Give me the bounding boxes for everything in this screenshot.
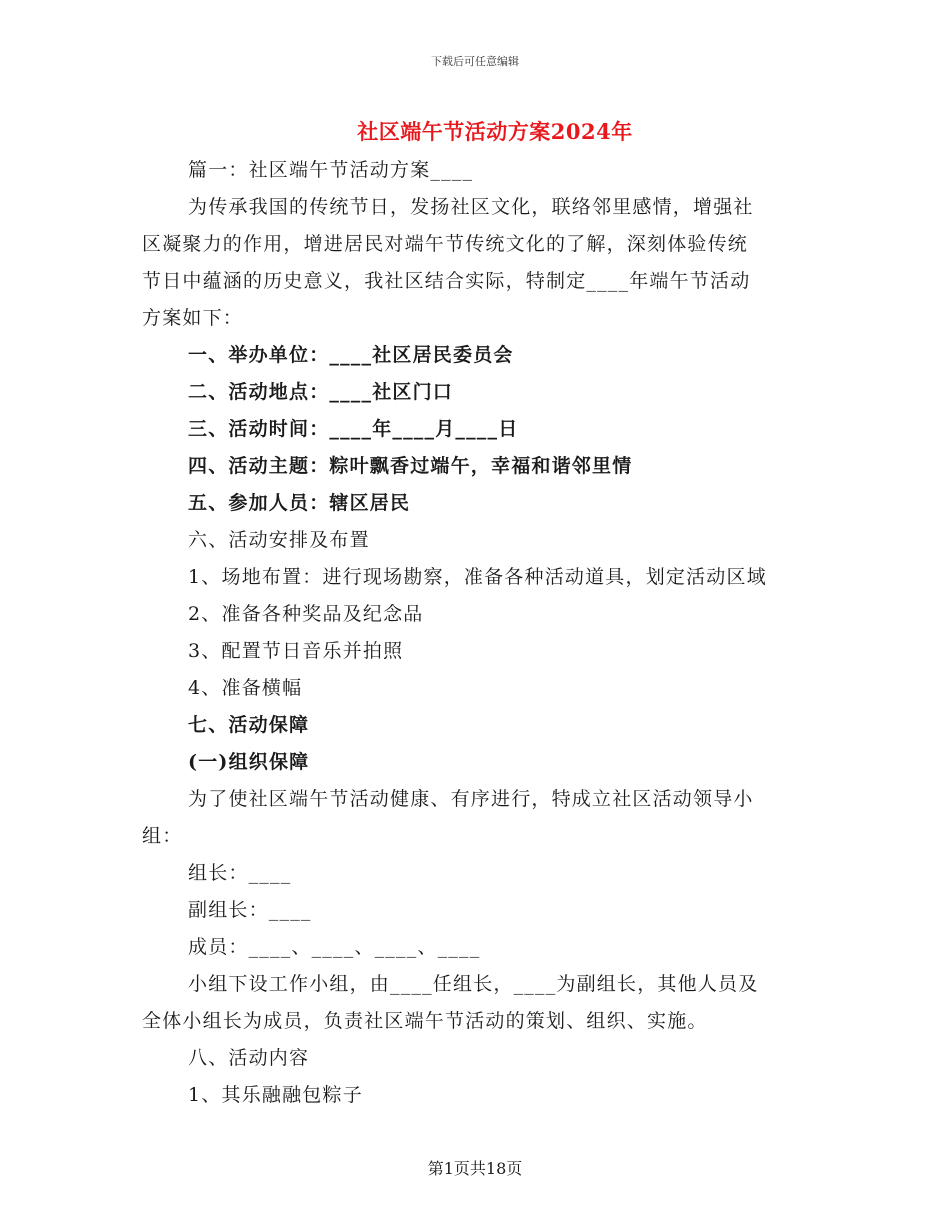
text-line: 六、活动安排及布置 [188, 529, 370, 551]
text-line: 四、活动主题：粽叶飘香过端午，幸福和谐邻里情 [188, 455, 633, 477]
text-line: 全体小组长为成员，负责社区端午节活动的策划、组织、实施。 [142, 1010, 708, 1032]
text-line: 3、配置节日音乐并拍照 [188, 640, 404, 662]
text-line: (一)组织保障 [188, 751, 310, 773]
text-line: 篇一：社区端午节活动方案____ [188, 159, 474, 181]
text-line: 节日中蕴涵的历史意义，我社区结合实际，特制定____年端午节活动 [142, 270, 751, 292]
document-body [142, 152, 812, 1114]
text-line: 4、准备横幅 [188, 677, 303, 699]
text-line: 组长：____ [188, 862, 292, 884]
text-line: 一、举办单位：____社区居民委员会 [188, 344, 514, 366]
text-line: 三、活动时间：____年____月____日 [188, 418, 519, 440]
text-line: 八、活动内容 [188, 1047, 310, 1069]
page-footer: 第1页共18页 [427, 1159, 523, 1178]
text-line: 为了使社区端午节活动健康、有序进行，特成立社区活动领导小 [188, 788, 754, 810]
text-line: 区凝聚力的作用，增进居民对端午节传统文化的了解，深刻体验传统 [142, 233, 749, 255]
text-line: 方案如下： [142, 307, 244, 329]
text-line: 七、活动保障 [188, 714, 310, 736]
header-note: 下载后可任意编辑 [431, 55, 519, 68]
text-line: 为传承我国的传统节日，发扬社区文化，联络邻里感情，增强社 [188, 196, 754, 218]
text-line: 五、参加人员：辖区居民 [188, 492, 411, 514]
text-line: 小组下设工作小组，由____任组长，____为副组长，其他人员及 [188, 973, 759, 995]
text-line: 二、活动地点：____社区门口 [188, 381, 454, 403]
text-line: 副组长：____ [188, 899, 312, 921]
text-line: 1、其乐融融包粽子 [188, 1084, 363, 1106]
text-line: 1、场地布置：进行现场勘察，准备各种活动道具，划定活动区域 [188, 566, 767, 588]
text-line: 组： [142, 825, 183, 847]
text-line: 成员：____、____、____、____ [188, 936, 481, 958]
document-title: 社区端午节活动方案2024年 [357, 119, 633, 144]
text-line: 2、准备各种奖品及纪念品 [188, 603, 424, 625]
